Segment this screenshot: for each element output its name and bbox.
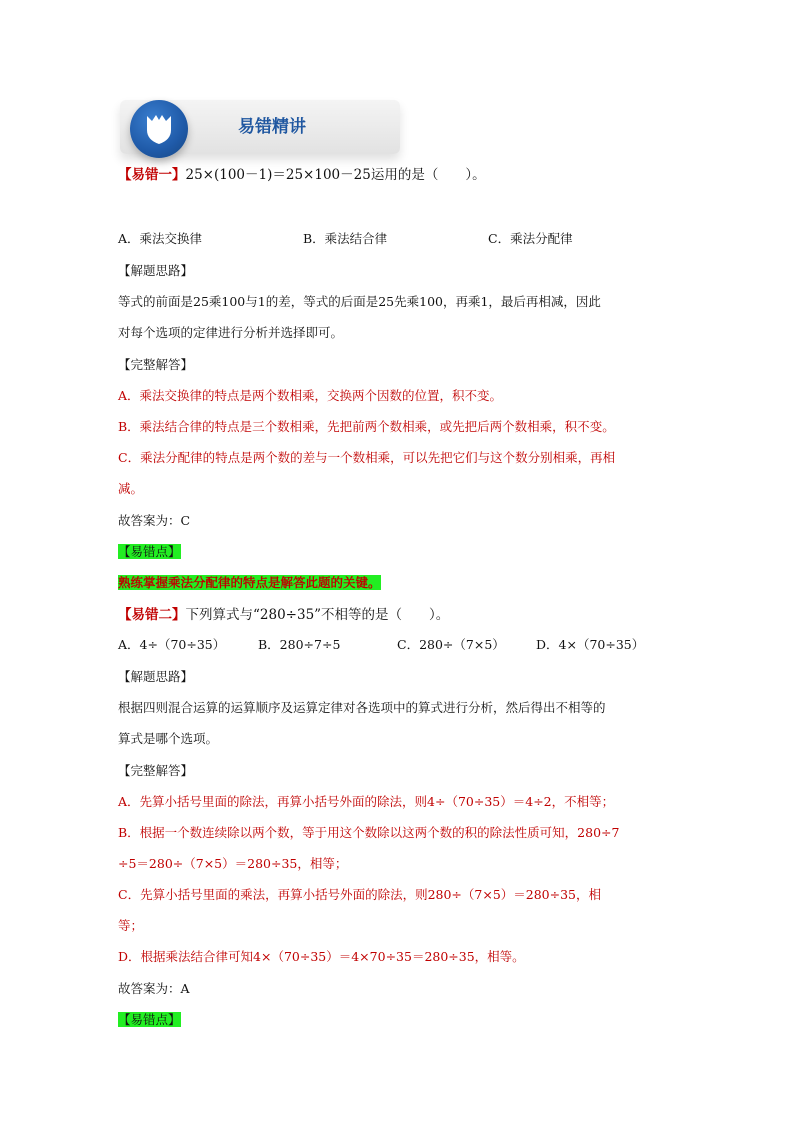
- q1-thinking-heading: 【解题思路】: [118, 263, 194, 278]
- q1-answer-line-2: B．乘法结合律的特点是三个数相乘，先把前两个数相乘，或先把后两个数相乘，积不变。: [118, 419, 615, 434]
- q2-answer-line-6: D．根据乘法结合律可知4×（70÷35）＝4×70÷35＝280÷35，相等。: [118, 949, 525, 964]
- q1-final-answer: 故答案为：C: [118, 513, 191, 528]
- q2-answer-heading: 【完整解答】: [118, 763, 194, 778]
- question-1-tag: 【易错一】: [118, 167, 186, 183]
- question-1-text: 25×(100－1)＝25×100－25运用的是（ ）。: [185, 167, 486, 183]
- q2-answer-line-2: B．根据一个数连续除以两个数，等于用这个数除以这两个数的积的除法性质可知，280÷7: [118, 825, 620, 840]
- q1-option-a: A．乘法交换律: [118, 231, 203, 246]
- q1-option-c: C．乘法分配律: [488, 231, 573, 246]
- q1-answer-line-4: 减。: [118, 481, 144, 496]
- q1-answer-line-1: A．乘法交换律的特点是两个数相乘，交换两个因数的位置，积不变。: [118, 388, 503, 403]
- q2-answer-line-5: 等；: [118, 918, 144, 933]
- q2-option-a: A．4÷（70÷35）: [118, 637, 226, 652]
- q1-thinking-line-1: 等式的前面是25乘100与1的差，等式的后面是25先乘100，再乘1，最后再相减，因此: [118, 294, 601, 309]
- q2-option-b: B．280÷7÷5: [258, 637, 341, 652]
- question-1: [118, 163, 486, 183]
- q2-thinking-line-1: 根据四则混合运算的运算顺序及运算定律对各选项中的算式进行分析，然后得出不相等的: [118, 700, 606, 715]
- q1-option-b: B．乘法结合律: [303, 231, 388, 246]
- question-2-text: 下列算式与“280÷35”不相等的是（ ）。: [185, 607, 450, 623]
- q1-error-point-heading: [118, 542, 181, 560]
- question-2-tag: 【易错二】: [118, 607, 186, 623]
- q2-answer-line-3: ÷5＝280÷（7×5）＝280÷35，相等；: [118, 856, 348, 871]
- q2-thinking-heading: 【解题思路】: [118, 669, 194, 684]
- q1-thinking-line-2: 对每个选项的定律进行分析并选择即可。: [118, 325, 344, 340]
- q2-thinking-line-2: 算式是哪个选项。: [118, 731, 219, 746]
- q2-error-point-heading: [118, 1010, 181, 1028]
- q1-error-point: [118, 573, 381, 591]
- q2-option-c: C．280÷（7×5）: [397, 637, 505, 652]
- q2-error-point-heading-text: 【易错点】: [118, 1012, 181, 1027]
- q2-option-d: D．4×（70÷35）: [536, 637, 645, 652]
- q1-error-point-heading-text: 【易错点】: [118, 544, 181, 559]
- q1-answer-heading: 【完整解答】: [118, 357, 194, 372]
- question-2: [118, 603, 449, 623]
- q2-answer-line-4: C．先算小括号里面的乘法，再算小括号外面的除法，则280÷（7×5）＝280÷35，相: [118, 887, 602, 902]
- shield-logo-icon: [130, 100, 188, 158]
- q1-answer-line-3: C．乘法分配律的特点是两个数的差与一个数相乘，可以先把它们与这个数分别相乘，再相: [118, 450, 616, 465]
- q2-final-answer: 故答案为：A: [118, 981, 190, 996]
- q1-error-point-text: 熟练掌握乘法分配律的特点是解答此题的关键。: [118, 575, 381, 590]
- q2-answer-line-1: A．先算小括号里面的除法，再算小括号外面的除法，则4÷（70÷35）＝4÷2，不相等；: [118, 794, 615, 809]
- banner-title: 易错精讲: [238, 117, 306, 137]
